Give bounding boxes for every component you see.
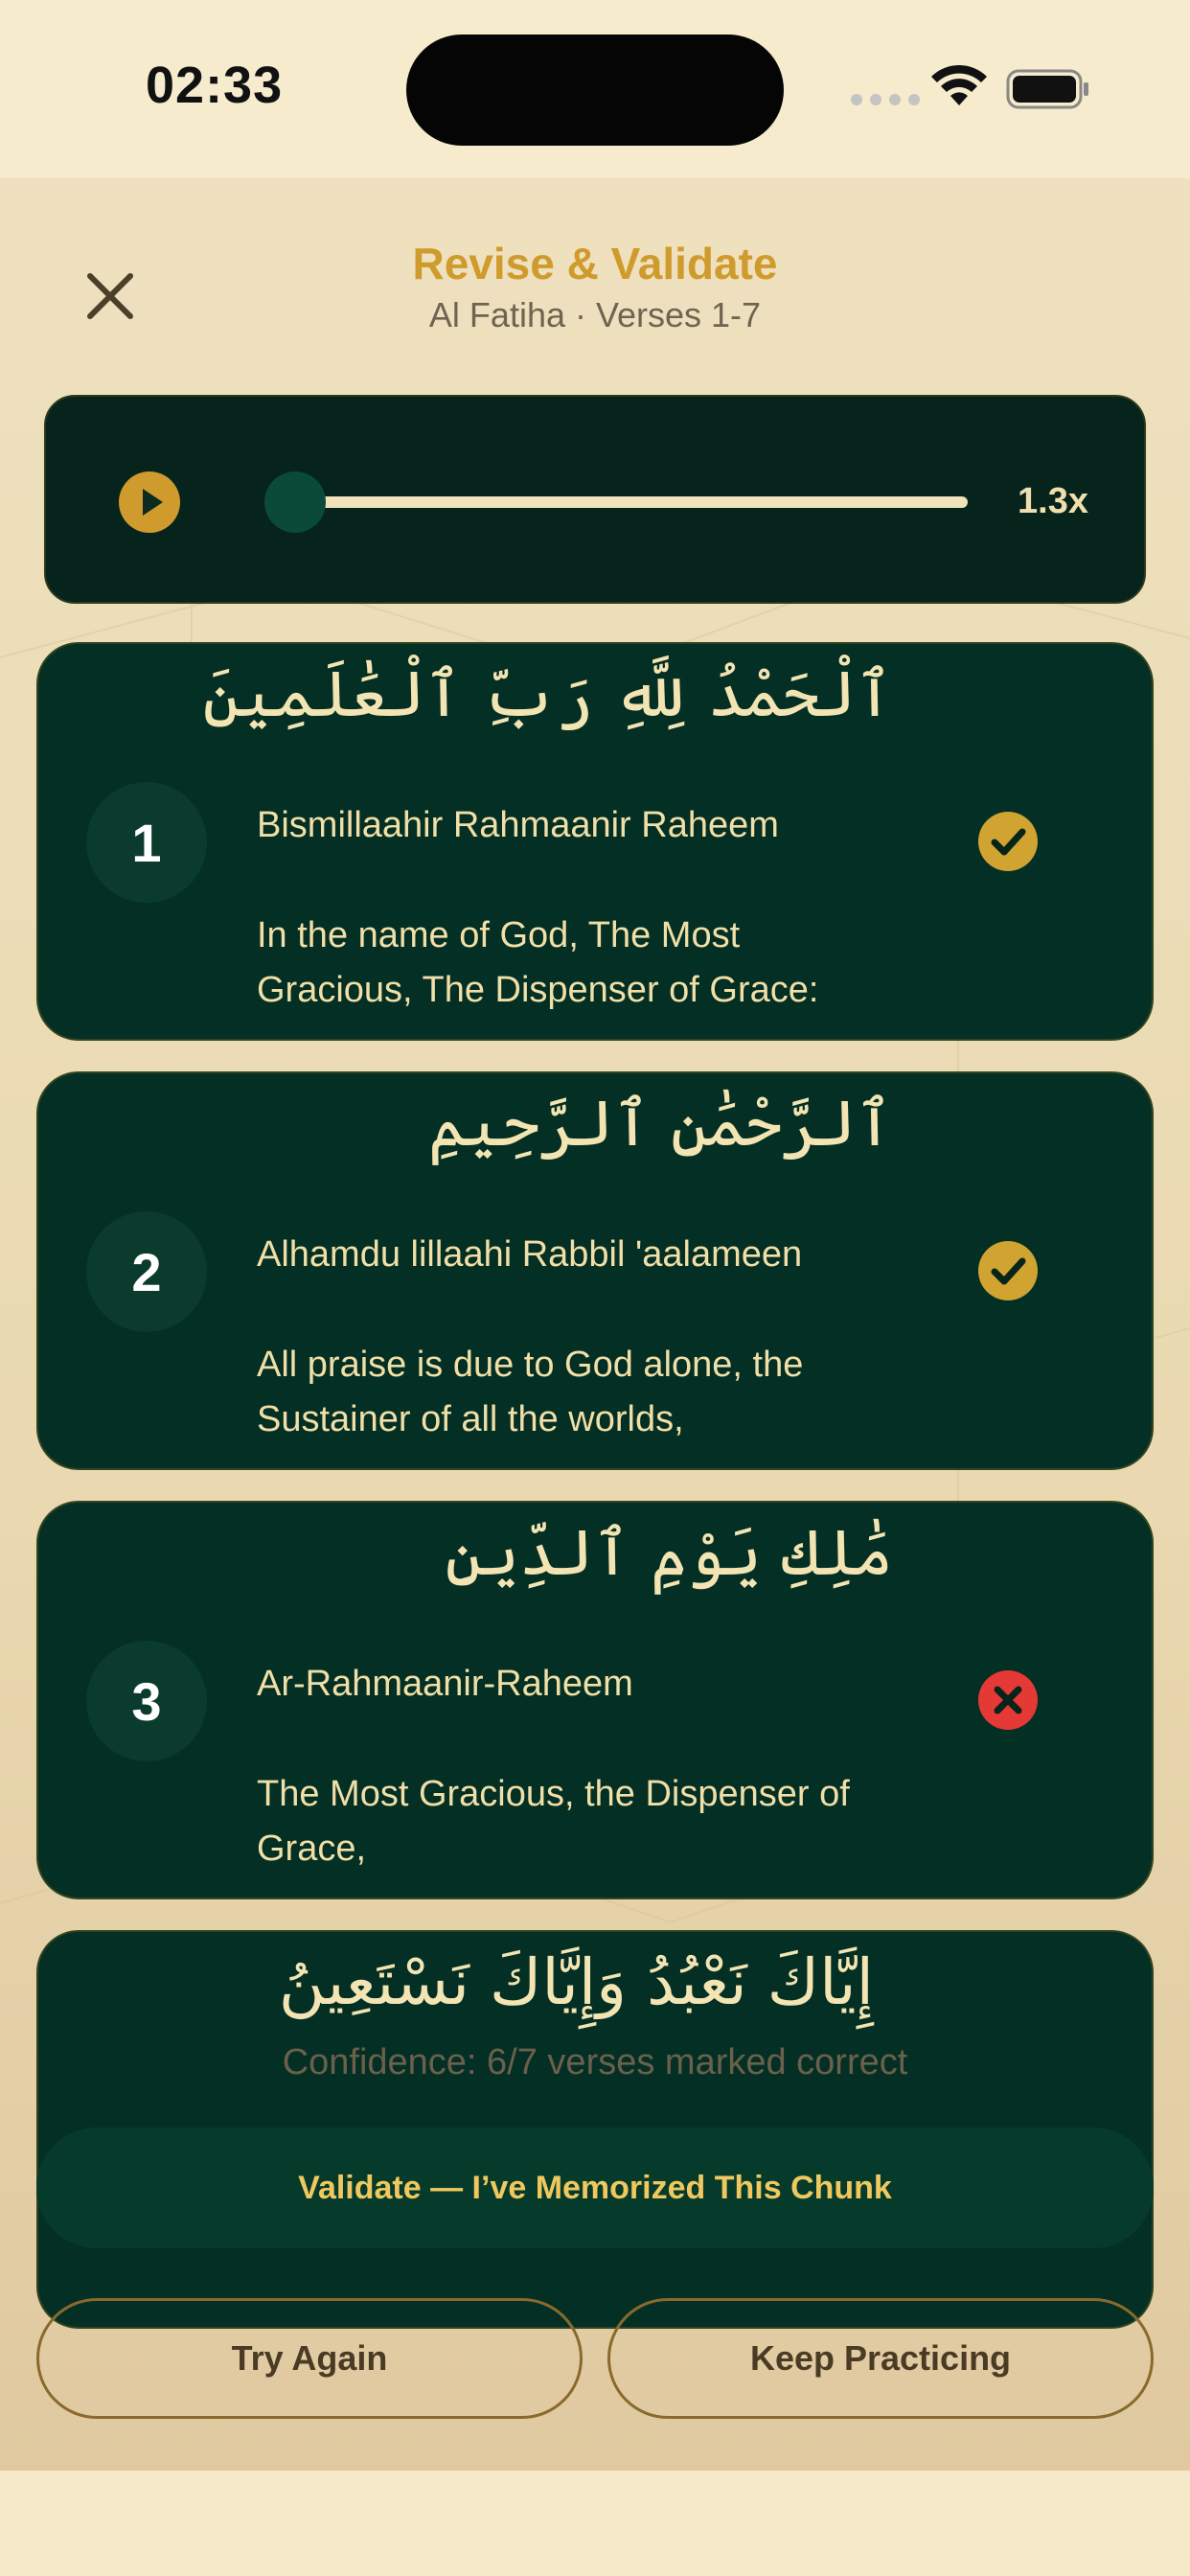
verse-card[interactable] [36, 1071, 1154, 1470]
battery-icon [1006, 69, 1090, 109]
validate-button[interactable]: Validate — I’ve Memorized This Chunk [36, 2128, 1154, 2248]
page-subtitle: Al Fatiha · Verses 1-7 [428, 295, 762, 334]
audio-player [44, 395, 1146, 604]
cellular-signal-icon [851, 94, 920, 105]
page-title: Revise & Validate [412, 239, 778, 288]
playback-speed-button[interactable]: 1.3x [1018, 481, 1088, 521]
verse-arabic: إِيَّاكَ نَعْبُدُ وَإِيَّاكَ نَسْتَعِينُ [278, 1945, 874, 2019]
verse-transliteration: Ar-Rahmaanir-Raheem [257, 1664, 633, 1704]
keep-practicing-button[interactable]: Keep Practicing [607, 2298, 1154, 2419]
verse-number: 1 [86, 782, 207, 903]
verse-translation: All praise is due to God alone, the Sustainer of all the worlds, [257, 1345, 804, 1439]
home-indicator-area [0, 2471, 1190, 2576]
check-icon[interactable] [977, 811, 1039, 872]
progress-knob[interactable] [264, 472, 326, 533]
verse-card[interactable] [36, 1501, 1154, 1899]
status-time: 02:33 [146, 57, 284, 114]
verse-translation: The Most Gracious, the Dispenser of Grace, [257, 1774, 850, 1869]
confidence-text: Confidence: 6/7 verses marked correct [282, 2042, 908, 2082]
dynamic-island [406, 34, 784, 146]
verse-number: 3 [86, 1641, 207, 1761]
verse-translation: In the name of God, The Most Gracious, The Dispenser of Grace: [257, 915, 819, 1010]
verse-transliteration: Alhamdu lillaahi Rabbil 'aalameen [257, 1234, 803, 1275]
check-icon[interactable] [977, 1240, 1039, 1301]
verse-arabic: ٱلرَّحْمَٰنِ ٱلرَّحِيمِ [427, 1087, 893, 1161]
status-bar [0, 0, 1190, 178]
verse-number: 2 [86, 1211, 207, 1332]
verse-transliteration: Bismillaahir Rahmaanir Raheem [257, 805, 779, 845]
verse-arabic: مَٰلِكِ يَوْمِ ٱلدِّينِ [445, 1516, 893, 1590]
play-icon[interactable] [119, 472, 180, 533]
progress-track[interactable] [301, 496, 968, 508]
verse-list[interactable] [0, 642, 1190, 2019]
revise-screen [0, 178, 1190, 2471]
cross-icon[interactable] [977, 1669, 1039, 1731]
try-again-button[interactable]: Try Again [36, 2298, 583, 2419]
wifi-icon [929, 63, 989, 107]
verse-arabic: ٱلْحَمْدُ لِلَّهِ رَبِّ ٱلْعَٰلَمِينَ [202, 657, 893, 731]
verse-card[interactable] [36, 642, 1154, 1041]
